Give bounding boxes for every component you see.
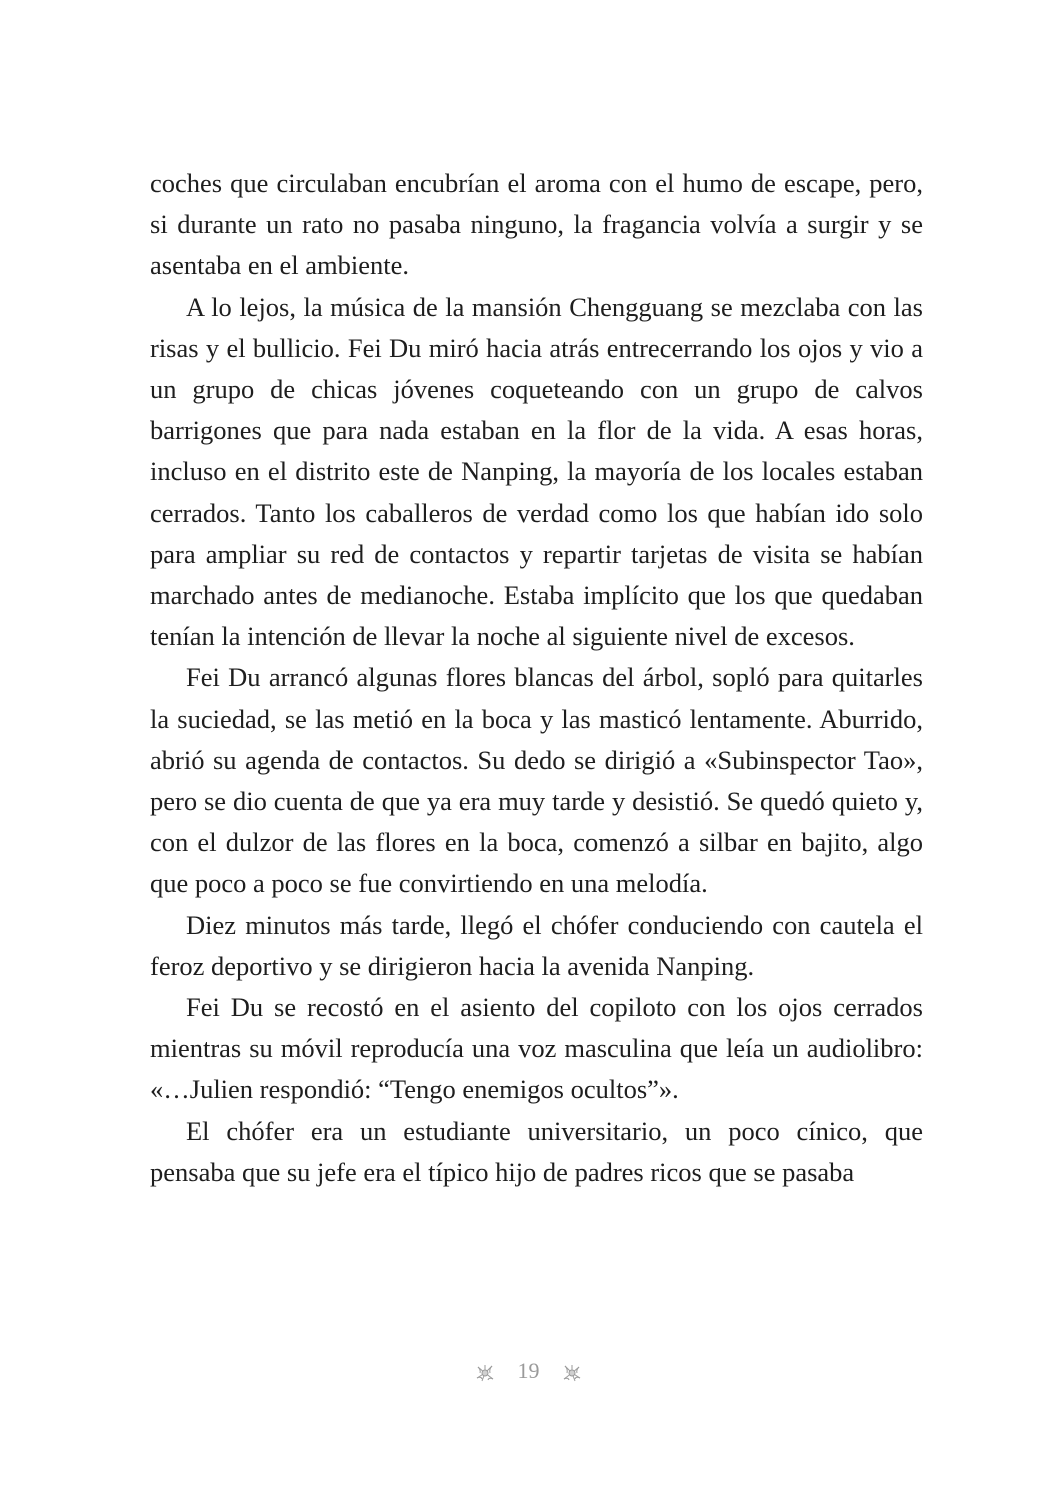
paragraph-4: Diez minutos más tarde, llegó el chófer conduciendo con cautela el feroz deportivo y se dirigieron hacia la avenida Nanping. <box>150 909 923 981</box>
floral-ornament-icon <box>474 1362 496 1380</box>
paragraph-2: A lo lejos, la música de la mansión Chengguang se mezclaba con las risas y el bullicio. Fei Du miró hacia atrás entrecerrando los ojos y vio a un grupo de chicas jóvenes coqueteando con un grupo de calvos barrigones que para nada estaban en la flor de la vida. A esas horas, incluso en el distrito este de Nanping, la mayoría de los locales estaban cerrados. Tanto los caballeros de verdad como los que habían ido solo para ampliar su red de contactos y repartir tarjetas de visita se habían marchado antes de medianoche. Estaba implícito que los que quedaban tenían la intención de llevar la noche al siguiente nivel de excesos. <box>150 291 923 652</box>
paragraph-5: Fei Du se recostó en el asiento del copiloto con los ojos cerrados mientras su móvil reproducía una voz masculina que leía un audiolibro: «…Julien respondió: “Tengo enemigos ocultos”». <box>150 992 923 1105</box>
document-body <box>150 163 923 1193</box>
floral-ornament-icon <box>561 1362 583 1380</box>
paragraph-3: Fei Du arrancó algunas flores blancas del árbol, sopló para quitarles la suciedad, se las metió en la boca y las masticó lentamente. Aburrido, abrió su agenda de contactos. Su dedo se dirigió a «Subinspector Tao», pero se dio cuenta de que ya era muy tarde y desistió. Se quedó quieto y, con el dulzor de las flores en la boca, comenzó a silbar en bajito, algo que poco a poco se fue convirtiendo en una melodía. <box>150 662 923 899</box>
paragraph-1: coches que circulaban encubrían el aroma con el humo de escape, pero, si durante un rato no pasaba ninguno, la fragancia volvía a surgir y se asentaba en el ambiente. <box>150 168 923 281</box>
page-footer <box>0 1356 1057 1384</box>
paragraph-6: El chófer era un estudiante universitario, un poco cínico, que pensaba que su jefe era el típico hijo de padres ricos que se pasaba <box>150 1115 923 1187</box>
page-number: 19 <box>517 1357 540 1383</box>
